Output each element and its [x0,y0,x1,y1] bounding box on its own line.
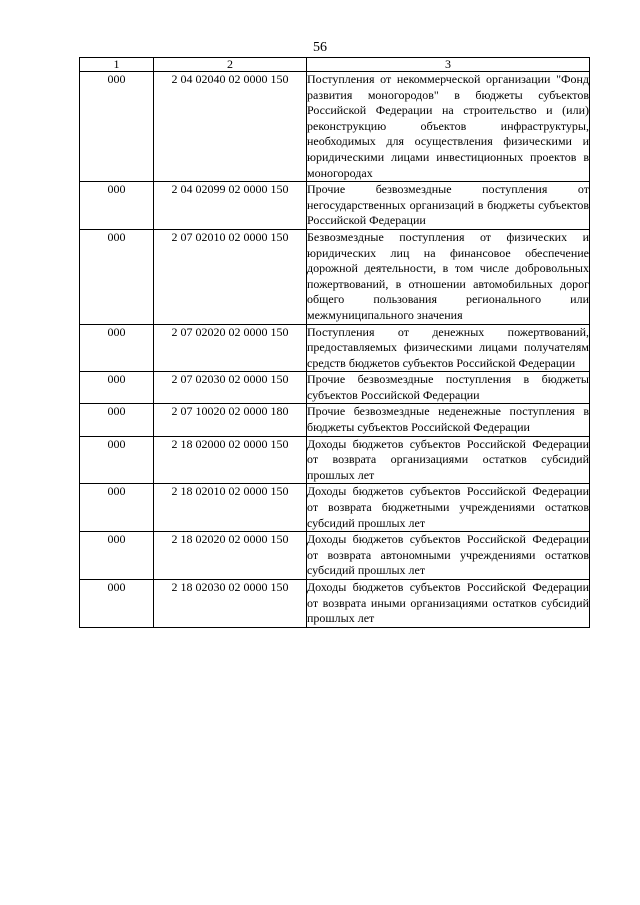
table-row [80,182,590,230]
income-code-cell: 2 07 02020 02 0000 150 [154,324,307,372]
column-header-3: 3 [307,58,590,72]
admin-code-cell: 000 [80,580,154,628]
table-row [80,436,590,484]
table-row [80,532,590,580]
income-code-cell: 2 18 02030 02 0000 150 [154,580,307,628]
description-cell: Доходы бюджетов субъектов Российской Федерации от возврата бюджетными учреждениями остатков субсидий прошлых лет [307,484,590,532]
description-cell: Поступления от некоммерческой организации "Фонд развития моногородов" в бюджеты субъектов Российской Федерации на строительство и (или) реконструкцию объектов инфраструктуры, необходимых для осуществления физическими и юридическими лицами инвестиционных проектов в моногородах [307,72,590,182]
column-header-1: 1 [80,58,154,72]
table-row [80,324,590,372]
table-row [80,229,590,324]
admin-code-cell: 000 [80,229,154,324]
description-cell: Доходы бюджетов субъектов Российской Федерации от возврата иными организациями остатков субсидий прошлых лет [307,580,590,628]
description-cell: Доходы бюджетов субъектов Российской Федерации от возврата организациями остатков субсидий прошлых лет [307,436,590,484]
income-code-cell: 2 04 02040 02 0000 150 [154,72,307,182]
income-code-cell: 2 18 02020 02 0000 150 [154,532,307,580]
table-row [80,580,590,628]
table-row [80,484,590,532]
column-header-2: 2 [154,58,307,72]
admin-code-cell: 000 [80,484,154,532]
admin-code-cell: 000 [80,72,154,182]
income-code-cell: 2 07 10020 02 0000 180 [154,404,307,436]
income-code-cell: 2 04 02099 02 0000 150 [154,182,307,230]
admin-code-cell: 000 [80,324,154,372]
table-header-row [80,58,590,72]
income-code-cell: 2 07 02010 02 0000 150 [154,229,307,324]
page-number: 56 [313,40,327,55]
budget-income-table [79,57,590,628]
table-row [80,372,590,404]
admin-code-cell: 000 [80,532,154,580]
description-cell: Доходы бюджетов субъектов Российской Федерации от возврата автономными учреждениями остатков субсидий прошлых лет [307,532,590,580]
income-code-cell: 2 07 02030 02 0000 150 [154,372,307,404]
admin-code-cell: 000 [80,182,154,230]
table-row [80,72,590,182]
admin-code-cell: 000 [80,404,154,436]
description-cell: Прочие безвозмездные поступления в бюджеты субъектов Российской Федерации [307,372,590,404]
income-code-cell: 2 18 02000 02 0000 150 [154,436,307,484]
admin-code-cell: 000 [80,436,154,484]
description-cell: Безвозмездные поступления от физических и юридических лиц на финансовое обеспечение дорожной деятельности, в том числе добровольных пожертвований, в отношении автомобильных дорог общего пользования регионального или межмуниципального значения [307,229,590,324]
admin-code-cell: 000 [80,372,154,404]
description-cell: Прочие безвозмездные неденежные поступления в бюджеты субъектов Российской Федерации [307,404,590,436]
income-code-cell: 2 18 02010 02 0000 150 [154,484,307,532]
description-cell: Прочие безвозмездные поступления от негосударственных организаций в бюджеты субъектов Российской Федерации [307,182,590,230]
table-row [80,404,590,436]
description-cell: Поступления от денежных пожертвований, предоставляемых физическими лицами получателям средств бюджетов субъектов Российской Федерации [307,324,590,372]
